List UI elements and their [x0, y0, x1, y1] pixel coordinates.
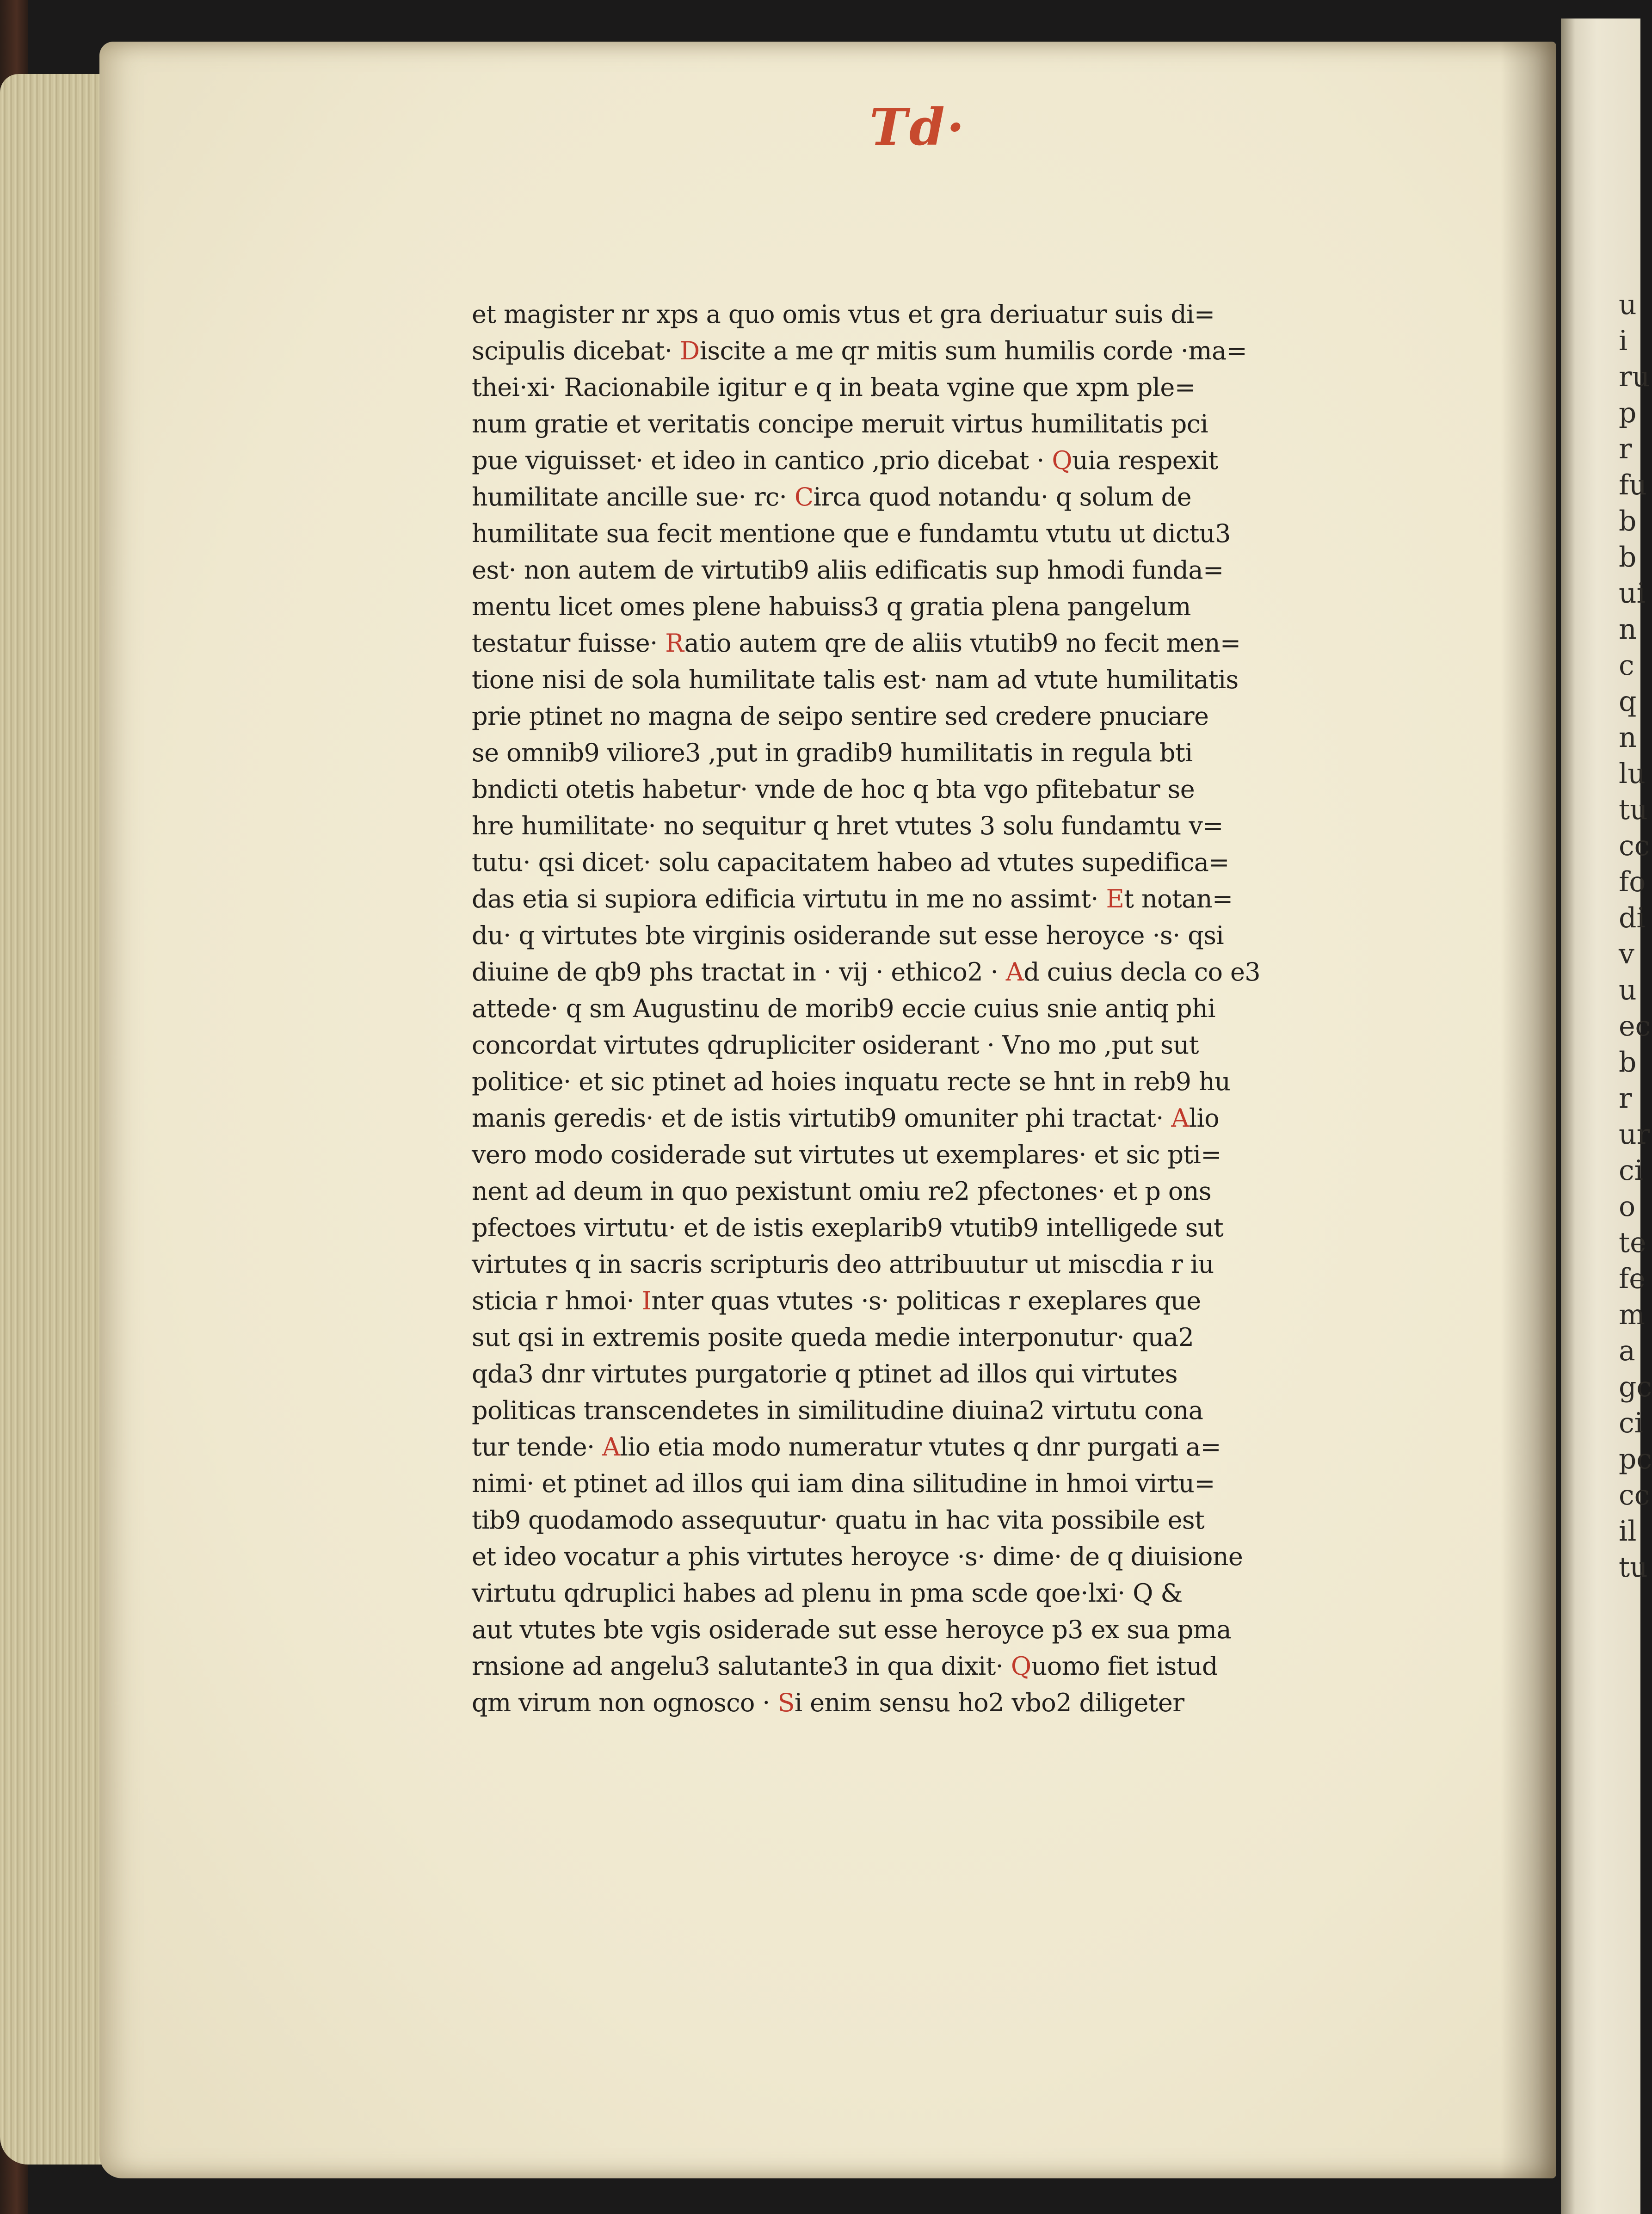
text-line: qda3 dnr virtutes purgatorie q ptinet ad illos qui virtutes	[472, 1359, 1177, 1388]
text-line: vero modo cosiderade sut virtutes ut exemplares· et sic pti=	[472, 1140, 1221, 1169]
text-line: rnsione ad angelu3 salutante3 in qua dixit· Quomo fiet istud	[472, 1652, 1218, 1681]
facing-page-fragment: fu	[1619, 469, 1647, 501]
facing-page-fragment: r	[1619, 1082, 1632, 1115]
text-line: tutu· qsi dicet· solu capacitatem habeo ad vtutes supedifica=	[472, 848, 1229, 877]
facing-page-fragment: n	[1619, 722, 1637, 754]
page-gutter-shadow	[1501, 42, 1556, 2178]
facing-page-fragment: gc	[1619, 1371, 1652, 1403]
text-line: nimi· et ptinet ad illos qui iam dina silitudine in hmoi virtu=	[472, 1469, 1215, 1498]
facing-page-fragment: lu	[1619, 758, 1646, 790]
facing-page-fragment: b	[1619, 541, 1637, 574]
facing-page-fragment: u	[1619, 974, 1637, 1006]
facing-page-text	[1619, 287, 1652, 1674]
facing-page-fragment: o	[1619, 1190, 1636, 1223]
facing-page-fragment: fo	[1619, 866, 1646, 898]
text-line: prie ptinet no magna de seipo sentire sed credere pnuciare	[472, 702, 1209, 731]
facing-page-fragment: u	[1619, 289, 1637, 321]
rubricated-initial: I	[641, 1286, 652, 1315]
facing-page-fragment: ur	[1619, 1118, 1650, 1151]
facing-page-fragment: ru	[1619, 361, 1650, 393]
facing-page-fragment: r	[1619, 433, 1632, 465]
text-line: politice· et sic ptinet ad hoies inquatu recte se hnt in reb9 hu	[472, 1067, 1231, 1096]
text-line: et ideo vocatur a phis virtutes heroyce ·s· dime· de q diuisione	[472, 1542, 1243, 1571]
rubricated-initial: D	[680, 336, 700, 365]
facing-page-fragment: tu	[1619, 1551, 1648, 1584]
text-line: das etia si supiora edificia virtutu in me no assimt· Et notan=	[472, 884, 1233, 913]
text-line: manis geredis· et de istis virtutib9 omuniter phi tractat· Alio	[472, 1104, 1220, 1133]
rubric-heading: Td·	[869, 97, 967, 157]
facing-page-fragment: m	[1619, 1299, 1645, 1331]
facing-page-fragment: cc	[1619, 1479, 1650, 1511]
facing-page-fragment: fe	[1619, 1263, 1646, 1295]
text-line: attede· q sm Augustinu de morib9 eccie cuius snie antiq phi	[472, 994, 1215, 1023]
facing-page-fragment: il	[1619, 1515, 1637, 1548]
text-line: qm virum non ognosco · Si enim sensu ho2 vbo2 diligeter	[472, 1688, 1184, 1717]
text-line: se omnib9 viliore3 ,put in gradib9 humilitatis in regula bti	[472, 738, 1193, 767]
rubricated-initial: C	[794, 482, 814, 512]
facing-page-fragment: di	[1619, 902, 1646, 934]
text-line: diuine de qb9 phs tractat in · vij · ethico2 · Ad cuius decla co e3	[472, 957, 1261, 987]
rubricated-initial: Q	[1011, 1652, 1031, 1681]
text-line: virtutes q in sacris scripturis deo attribuutur ut miscdia r iu	[472, 1250, 1214, 1279]
facing-page-fragment: v	[1619, 938, 1634, 970]
text-line: num gratie et veritatis concipe meruit virtus humilitatis pci	[472, 409, 1208, 438]
facing-page-fragment: q	[1619, 685, 1637, 718]
facing-page-fragment: ci	[1619, 1407, 1643, 1439]
rubricated-initial: S	[777, 1688, 795, 1717]
text-line: hre humilitate· no sequitur q hret vtutes 3 solu fundamtu v=	[472, 811, 1223, 840]
text-line: scipulis dicebat· Discite a me qr mitis sum humilis corde ·ma=	[472, 336, 1247, 365]
text-line: sut qsi in extremis posite queda medie interponutur· qua2	[472, 1323, 1194, 1352]
rubricated-initial: R	[665, 629, 684, 658]
facing-page-fragment: te	[1619, 1227, 1646, 1259]
facing-page-fragment: b	[1619, 1046, 1637, 1079]
text-line: humilitate sua fecit mentione que e fundamtu vtutu ut dictu3	[472, 519, 1231, 548]
facing-page-fragment: a	[1619, 1335, 1635, 1367]
facing-page-fragment: i	[1619, 325, 1628, 357]
text-column	[472, 296, 1327, 1721]
text-line: pfectoes virtutu· et de istis exeplarib9 vtutib9 intelligede sut	[472, 1213, 1224, 1242]
text-line: sticia r hmoi· Inter quas vtutes ·s· politicas r exeplares que	[472, 1286, 1201, 1315]
text-line: tione nisi de sola humilitate talis est· nam ad vtute humilitatis	[472, 665, 1239, 694]
text-line: politicas transcendetes in similitudine diuina2 virtutu cona	[472, 1396, 1203, 1425]
facing-page-fragment: p	[1619, 397, 1637, 429]
facing-page-fragment: c	[1619, 649, 1634, 682]
left-page-edges	[0, 74, 106, 2165]
text-line: virtutu qdruplici habes ad plenu in pma scde qoe·lxi· Q &	[472, 1579, 1183, 1608]
text-line: tib9 quodamodo assequutur· quatu in hac vita possibile est	[472, 1505, 1205, 1535]
facing-page-fragment: ec	[1619, 1010, 1651, 1042]
text-line: est· non autem de virtutib9 aliis edificatis sup hmodi funda=	[472, 555, 1224, 585]
text-line: thei·xi· Racionabile igitur e q in beata vgine que xpm ple=	[472, 373, 1196, 402]
text-line: concordat virtutes qdrupliciter osiderant · Vno mo ,put sut	[472, 1030, 1199, 1060]
facing-page-fragment: n	[1619, 613, 1637, 646]
text-line: bndicti otetis habetur· vnde de hoc q bta vgo pfitebatur se	[472, 775, 1195, 804]
facing-page-fragment: ui	[1619, 577, 1646, 610]
rubricated-initial: Q	[1052, 446, 1073, 475]
facing-page-fragment: b	[1619, 505, 1637, 537]
facing-page-fragment: ci	[1619, 1154, 1643, 1187]
text-line: du· q virtutes bte virginis osiderande sut esse heroyce ·s· qsi	[472, 921, 1224, 950]
text-line: humilitate ancille sue· rc· Circa quod notandu· q solum de	[472, 482, 1191, 512]
rubricated-initial: A	[602, 1432, 620, 1462]
facing-page-fragment: cc	[1619, 830, 1650, 862]
facing-page-fragment: tu	[1619, 794, 1648, 826]
text-line: pue viguisset· et ideo in cantico ,prio dicebat · Quia respexit	[472, 446, 1218, 475]
text-line: et magister nr xps a quo omis vtus et gra deriuatur suis di=	[472, 300, 1215, 329]
text-line: mentu licet omes plene habuiss3 q gratia plena pangelum	[472, 592, 1191, 621]
facing-page-fragment: pc	[1619, 1443, 1652, 1475]
text-line: aut vtutes bte vgis osiderade sut esse heroyce p3 ex sua pma	[472, 1615, 1231, 1644]
text-line: tur tende· Alio etia modo numeratur vtutes q dnr purgati a=	[472, 1432, 1221, 1462]
text-line: nent ad deum in quo pexistunt omiu re2 pfectones· et p ons	[472, 1177, 1212, 1206]
rubricated-initial: E	[1106, 884, 1124, 913]
rubricated-initial: A	[1005, 957, 1024, 987]
rubricated-initial: A	[1171, 1104, 1189, 1133]
text-line: testatur fuisse· Ratio autem qre de aliis vtutib9 no fecit men=	[472, 629, 1241, 658]
